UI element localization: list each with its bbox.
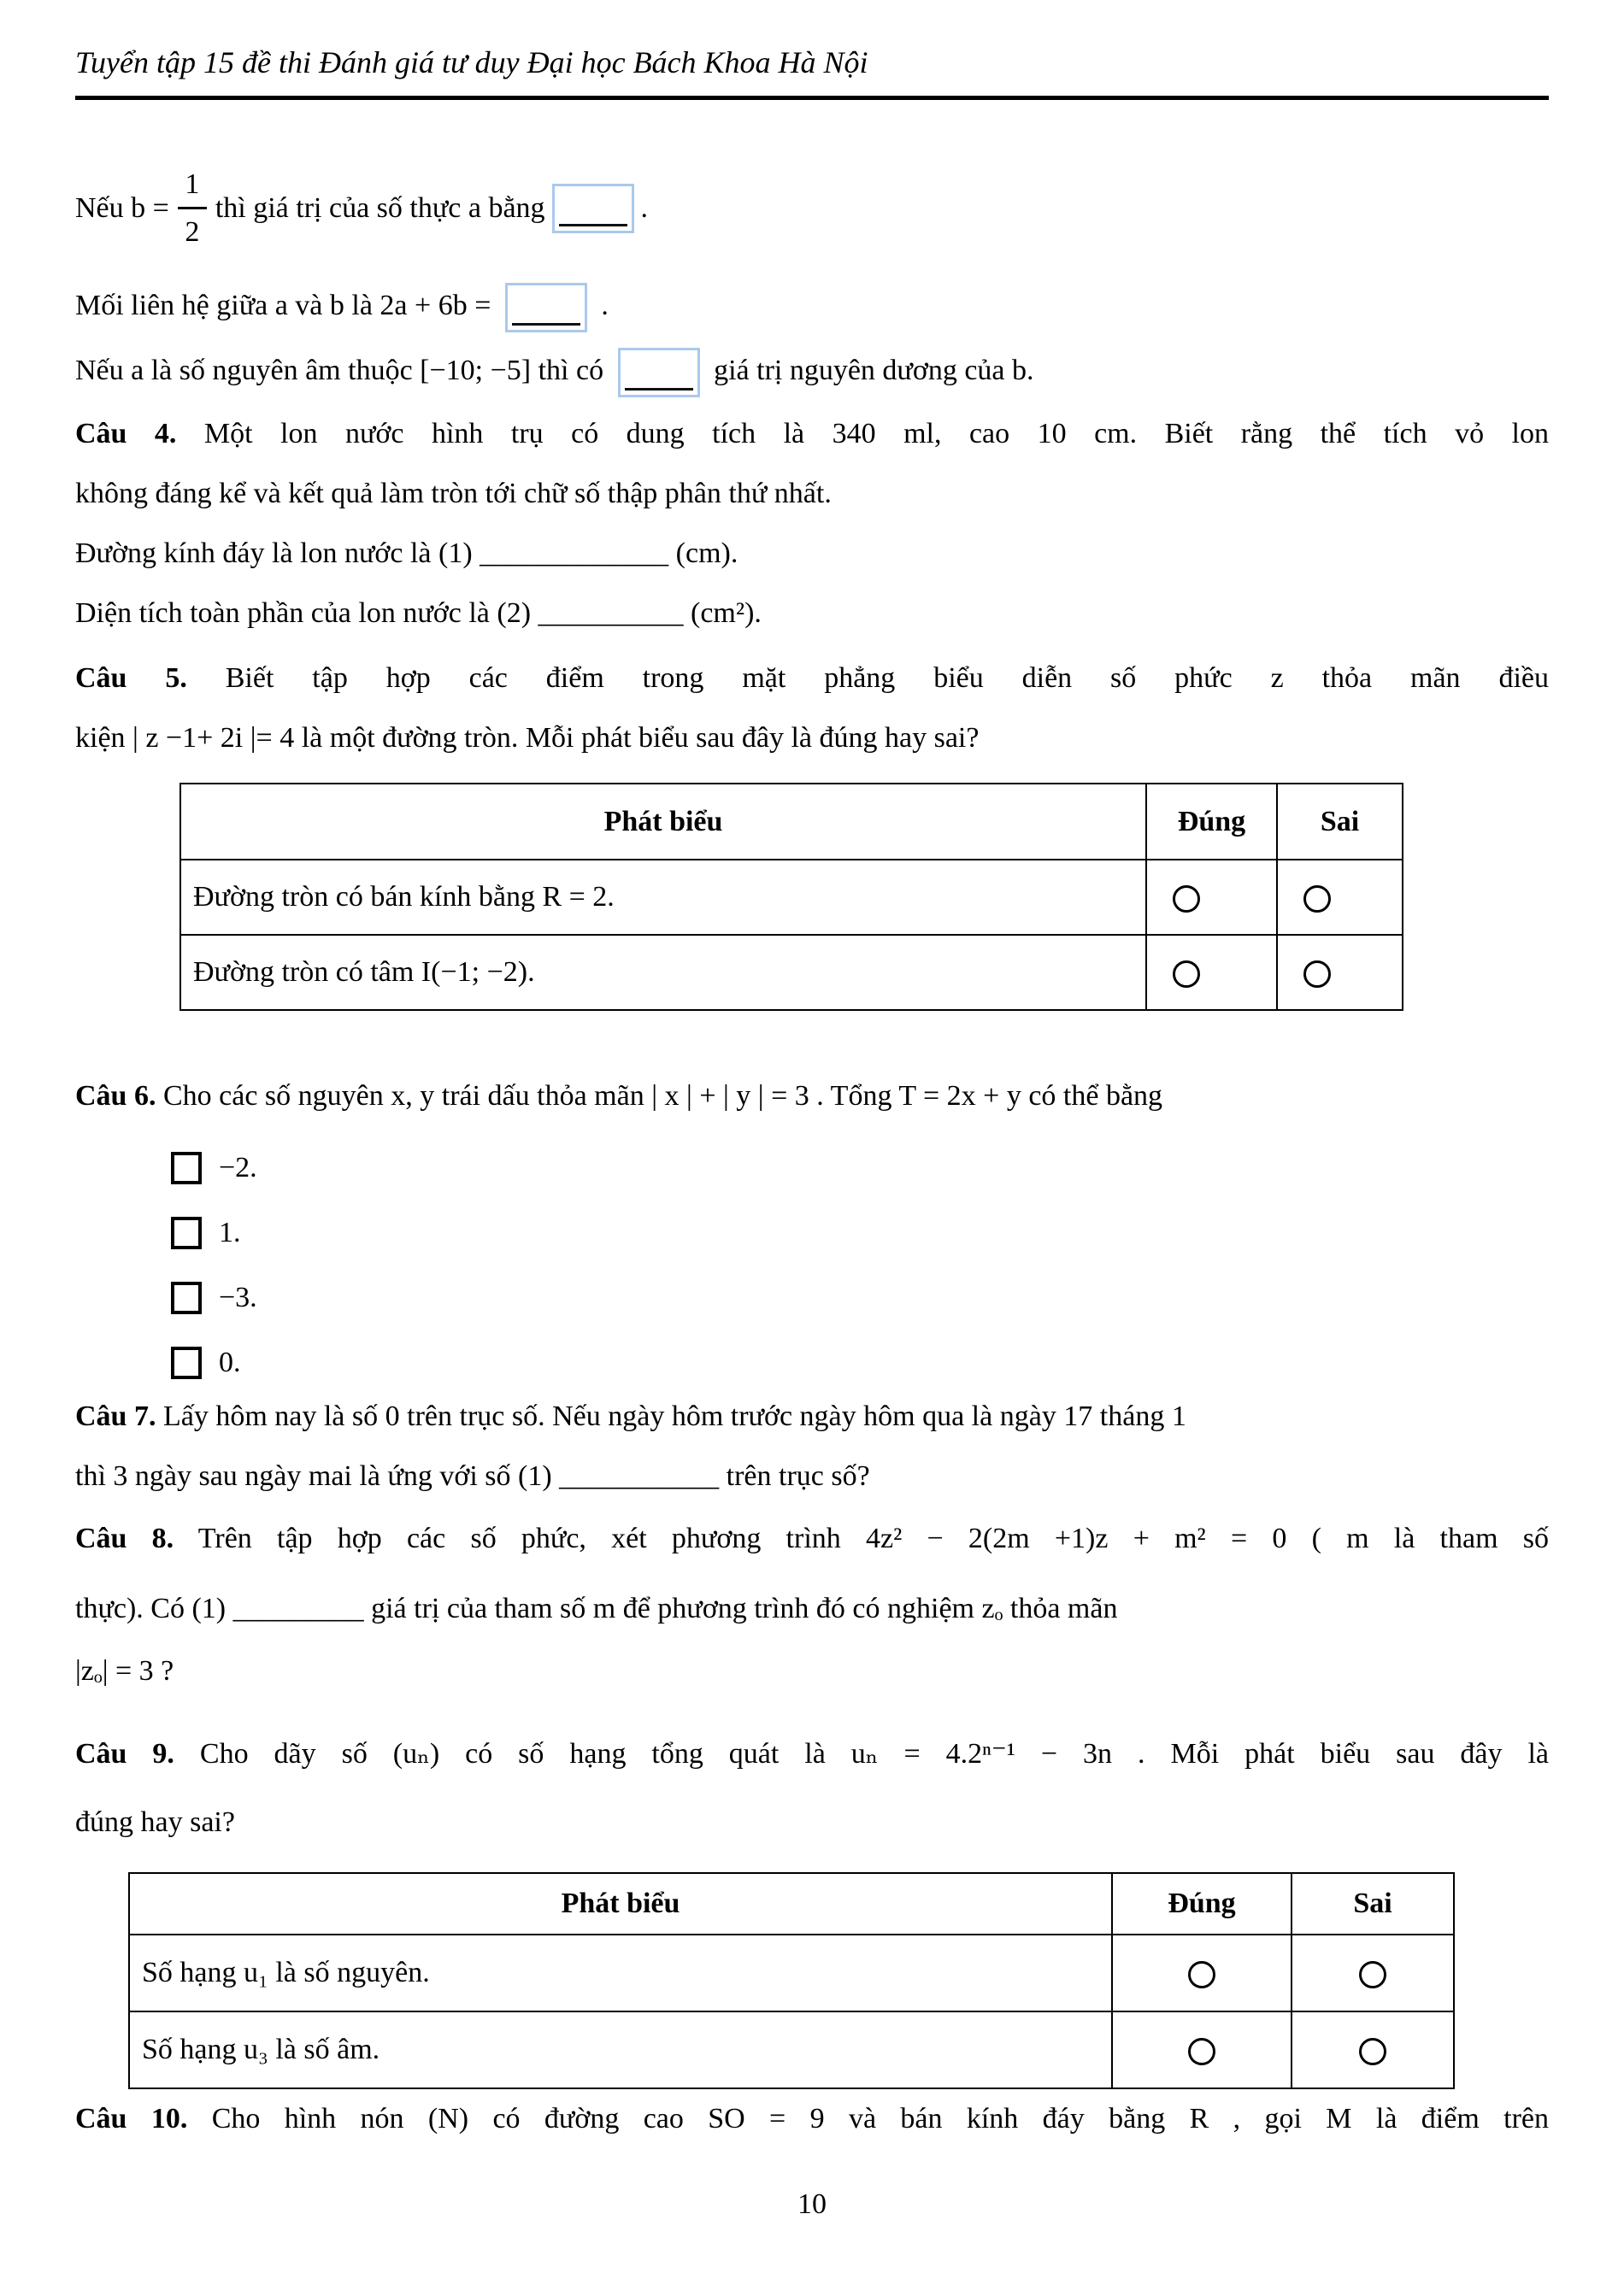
fraction-numerator: 1	[185, 167, 200, 200]
q4-b2-post: (cm²).	[683, 597, 762, 629]
radio-circle-true[interactable]	[1173, 960, 1200, 988]
question-line-negative-integer	[75, 341, 1549, 401]
intro-line3-pre: Nếu a là số nguyên âm thuộc [−10; −5] thì có	[75, 355, 604, 386]
intro-line3-post: giá trị nguyên dương của b.	[714, 355, 1034, 386]
q6-options	[75, 1136, 1549, 1395]
t2-header-true: Đúng	[1112, 1873, 1292, 1935]
table-row	[180, 860, 1403, 935]
table-row	[129, 1935, 1454, 2011]
q8-blank-field[interactable]: _________	[232, 1593, 364, 1624]
intro-line2-end: .	[601, 290, 609, 321]
fraction-one-half	[178, 162, 207, 255]
radio-circle-false[interactable]	[1303, 885, 1331, 913]
q4-label: Câu 4.	[75, 418, 177, 449]
q8-line3: |zₒ| = 3 ?	[75, 1655, 174, 1687]
radio-circle-true[interactable]	[1188, 1961, 1215, 1988]
table-row	[129, 2011, 1454, 2088]
q4-b1-post: (cm).	[668, 537, 738, 569]
t2-row1-statement: Số hạng u₁ là số nguyên.	[129, 1935, 1112, 2011]
q4-b2-pre: Diện tích toàn phần của lon nước là (2)	[75, 597, 538, 629]
t1-row2-statement: Đường tròn có tâm I(−1; −2).	[180, 935, 1146, 1010]
q6-label: Câu 6.	[75, 1080, 156, 1112]
t1-header-false: Sai	[1277, 784, 1403, 860]
q5-line2: kiện | z −1+ 2i |= 4 là một đường tròn. Mỗi phát biểu sau đây là đúng hay sai?	[75, 722, 980, 754]
q8-label: Câu 8.	[75, 1523, 174, 1554]
fraction-denominator: 2	[178, 207, 207, 255]
question-line-relation	[75, 276, 1549, 336]
q7-blank-field[interactable]: ___________	[559, 1460, 720, 1492]
answer-input-box-2[interactable]	[505, 283, 587, 332]
q6-option-label: 0.	[219, 1347, 241, 1378]
intro-line1-pre: Nếu b =	[75, 192, 169, 224]
q4-text1: Một lon nước hình trụ có dung tích là 340 ml, cao 10 cm. Biết rằng thể tích vỏ lon	[176, 418, 1549, 449]
q7-l2-post: trên trục số?	[719, 1460, 870, 1492]
q10-text1: Cho hình nón (N) có đường cao SO = 9 và bán kính đáy bằng R , gọi M là điểm trên	[187, 2103, 1549, 2135]
q7-line1	[75, 1387, 1549, 1447]
page-title: Tuyển tập 15 đề thi Đánh giá tư duy Đại học Bách Khoa Hà Nội	[75, 0, 1549, 100]
table-row	[180, 935, 1403, 1010]
q8-l2-post: giá trị của tham số m để phương trình đó có nghiệm zₒ thỏa mãn	[363, 1593, 1118, 1624]
q9-true-false-table	[128, 1872, 1455, 2089]
radio-circle-true[interactable]	[1173, 885, 1200, 913]
checkbox-option-4[interactable]	[171, 1347, 202, 1379]
q7-text1: Lấy hôm nay là số 0 trên trục số. Nếu ngày hôm trước ngày hôm qua là ngày 17 tháng 1	[156, 1401, 1186, 1432]
q5-true-false-table	[179, 783, 1403, 1011]
radio-circle-true[interactable]	[1188, 2038, 1215, 2065]
q7-label: Câu 7.	[75, 1401, 156, 1432]
answer-input-box-3[interactable]	[618, 348, 700, 397]
question-line-b-fraction	[75, 153, 1549, 264]
list-item	[171, 1201, 1549, 1265]
q10-label: Câu 10.	[75, 2103, 188, 2135]
q5-label: Câu 5.	[75, 662, 187, 694]
q6-option-label: −3.	[219, 1282, 257, 1313]
q6-option-label: −2.	[219, 1152, 257, 1183]
intro-line1-mid: thì giá trị của số thực a bằng	[215, 192, 545, 224]
q7-l2-pre: thì 3 ngày sau ngày mai là ứng với số (1)	[75, 1460, 560, 1492]
q4-line2: không đáng kể và kết quả làm tròn tới chữ số thập phân thứ nhất.	[75, 478, 832, 509]
page-number: 10	[797, 2188, 827, 2220]
list-item	[171, 1136, 1549, 1201]
q6-line	[75, 1066, 1549, 1126]
radio-circle-false[interactable]	[1359, 2038, 1386, 2065]
q10-line1	[75, 2089, 1549, 2149]
checkbox-option-1[interactable]	[171, 1152, 202, 1184]
radio-circle-false[interactable]	[1359, 1961, 1386, 1988]
t1-header-true: Đúng	[1146, 784, 1277, 860]
list-item	[171, 1265, 1549, 1330]
t1-row1-statement: Đường tròn có bán kính bằng R = 2.	[180, 860, 1146, 935]
q9-label: Câu 9.	[75, 1738, 174, 1770]
q9-text1: Cho dãy số (uₙ) có số hạng tổng quát là uₙ = 4.2ⁿ⁻¹ − 3n . Mỗi phát biểu sau đây là	[174, 1738, 1549, 1770]
q6-text: Cho các số nguyên x, y trái dấu thỏa mãn | x | + | y | = 3 . Tổng T = 2x + y có thể bằng	[156, 1080, 1163, 1112]
intro-line1-end: .	[640, 192, 649, 224]
checkbox-option-2[interactable]	[171, 1217, 202, 1249]
intro-line2-pre: Mối liên hệ giữa a và b là 2a + 6b =	[75, 290, 491, 321]
checkbox-option-3[interactable]	[171, 1282, 202, 1314]
q5-line1	[75, 649, 1549, 708]
answer-input-box-1[interactable]	[552, 184, 634, 233]
q6-option-label: 1.	[219, 1217, 241, 1248]
q9-line2: đúng hay sai?	[75, 1806, 235, 1838]
q4-blank-field-1[interactable]: _____________	[480, 537, 669, 569]
q5-text1: Biết tập hợp các điểm trong mặt phẳng biểu diễn số phức z thỏa mãn điều	[186, 662, 1549, 694]
q4-blank-line1	[75, 524, 1549, 584]
t2-header-statement: Phát biểu	[129, 1873, 1112, 1935]
list-item	[171, 1330, 1549, 1395]
q7-line2	[75, 1447, 1549, 1506]
q4-blank-field-2[interactable]: __________	[538, 597, 684, 629]
q9-line1	[75, 1724, 1549, 1784]
q8-line2	[75, 1579, 1549, 1639]
q4-b1-pre: Đường kính đáy là lon nước là (1)	[75, 537, 480, 569]
q8-line1	[75, 1509, 1549, 1569]
q8-l2-pre: thực). Có (1)	[75, 1593, 233, 1624]
q8-text1: Trên tập hợp các số phức, xét phương trình 4z² − 2(2m +1)z + m² = 0 ( m là tham số	[174, 1523, 1549, 1554]
q4-line1	[75, 404, 1549, 464]
q4-blank-line2	[75, 584, 1549, 643]
t1-header-statement: Phát biểu	[180, 784, 1146, 860]
t2-header-false: Sai	[1292, 1873, 1454, 1935]
radio-circle-false[interactable]	[1303, 960, 1331, 988]
t2-row2-statement: Số hạng u₃ là số âm.	[129, 2011, 1112, 2088]
